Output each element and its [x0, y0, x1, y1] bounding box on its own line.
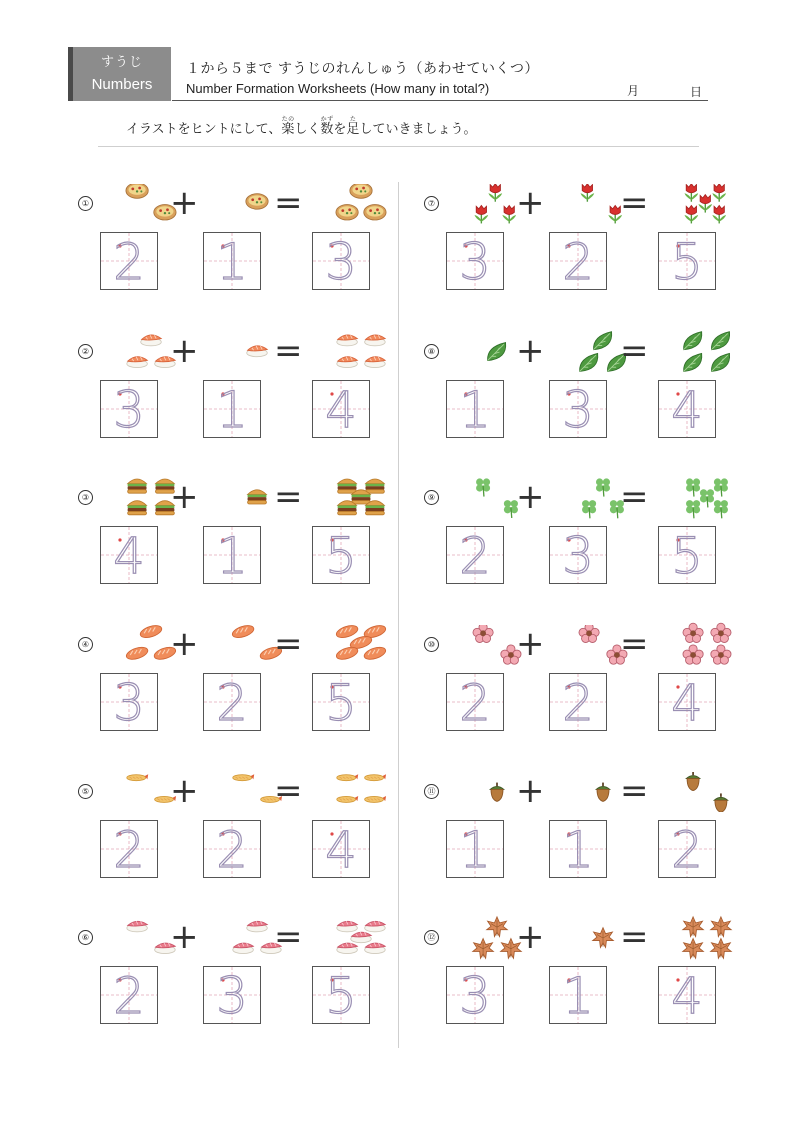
trace-digit: 2	[113, 821, 145, 879]
tulip-icon	[680, 184, 734, 224]
trace-box-sum[interactable]	[658, 380, 716, 438]
plus-sign: +	[516, 477, 545, 517]
plus-sign: +	[516, 331, 545, 371]
equals-sign: =	[620, 183, 649, 223]
salmon-sushi-icon	[334, 332, 388, 372]
trace-box-addend-2[interactable]	[549, 526, 607, 584]
equals-sign: =	[620, 771, 649, 811]
trace-digit: 2	[459, 674, 491, 732]
instruction-kanji	[281, 116, 295, 137]
equals-sign: =	[274, 771, 303, 811]
trace-digit: 1	[216, 233, 248, 291]
instruction-part: イラストをヒントにして、	[126, 122, 282, 137]
trace-digit: 5	[671, 233, 703, 291]
problem-number: ①	[78, 196, 93, 211]
equals-sign: =	[620, 477, 649, 517]
kanji-tano: 楽	[281, 122, 295, 137]
trace-box-sum[interactable]	[312, 966, 370, 1024]
kanji-ta: 足	[346, 122, 360, 137]
trace-box-sum[interactable]	[312, 380, 370, 438]
trace-digit: 5	[325, 527, 357, 585]
instruction-kanji	[320, 116, 334, 137]
trace-box-addend-2[interactable]	[203, 526, 261, 584]
trace-box-addend-1[interactable]	[446, 526, 504, 584]
trace-box-addend-2[interactable]	[203, 380, 261, 438]
equals-sign: =	[274, 477, 303, 517]
trace-digit: 5	[325, 967, 357, 1025]
trace-box-addend-2[interactable]	[549, 966, 607, 1024]
problem-number: ⑩	[424, 637, 439, 652]
trace-box-addend-1[interactable]	[100, 820, 158, 878]
trace-digit: 3	[113, 381, 145, 439]
plus-sign: +	[170, 477, 199, 517]
section-label-en: Numbers	[91, 76, 153, 93]
plus-sign: +	[170, 331, 199, 371]
trace-box-sum[interactable]	[312, 673, 370, 731]
trace-box-sum[interactable]	[312, 232, 370, 290]
trace-box-sum[interactable]	[658, 820, 716, 878]
trace-digit: 2	[216, 821, 248, 879]
trace-box-sum[interactable]	[658, 232, 716, 290]
trace-digit: 1	[562, 967, 594, 1025]
kanji-kazu: 数	[320, 122, 334, 137]
plus-sign: +	[516, 917, 545, 957]
trace-box-addend-1[interactable]	[100, 380, 158, 438]
trace-box-addend-1[interactable]	[446, 232, 504, 290]
maple-leaf-icon	[680, 910, 734, 966]
trace-box-addend-2[interactable]	[549, 820, 607, 878]
trace-digit: 2	[562, 674, 594, 732]
trace-box-addend-1[interactable]	[446, 673, 504, 731]
leaf-icon	[680, 324, 734, 380]
trace-box-addend-1[interactable]	[446, 820, 504, 878]
problem-number: ⑧	[424, 344, 439, 359]
problem-number: ⑪	[424, 784, 439, 799]
flower-icon	[680, 617, 734, 673]
problem-number: ⑨	[424, 490, 439, 505]
trace-box-addend-2[interactable]	[549, 232, 607, 290]
trace-digit: 5	[325, 674, 357, 732]
plus-sign: +	[516, 183, 545, 223]
section-label	[68, 47, 171, 101]
equals-sign: =	[620, 624, 649, 664]
column-divider	[398, 182, 399, 1048]
equals-sign: =	[274, 624, 303, 664]
problem-number: ③	[78, 490, 93, 505]
plus-sign: +	[170, 771, 199, 811]
trace-box-addend-2[interactable]	[549, 380, 607, 438]
equals-sign: =	[274, 183, 303, 223]
equals-sign: =	[620, 331, 649, 371]
trace-box-addend-2[interactable]	[203, 232, 261, 290]
trace-box-addend-1[interactable]	[446, 966, 504, 1024]
trace-digit: 3	[325, 233, 357, 291]
trace-box-addend-1[interactable]	[100, 673, 158, 731]
equals-sign: =	[274, 917, 303, 957]
problem-number: ⑥	[78, 930, 93, 945]
trace-box-addend-1[interactable]	[100, 232, 158, 290]
trace-box-addend-2[interactable]	[203, 820, 261, 878]
fried-shrimp-icon	[334, 772, 388, 812]
trace-box-addend-2[interactable]	[549, 673, 607, 731]
trace-digit: 1	[459, 381, 491, 439]
trace-digit: 3	[459, 233, 491, 291]
trace-digit: 5	[671, 527, 703, 585]
trace-digit: 2	[113, 233, 145, 291]
trace-digit: 3	[216, 967, 248, 1025]
acorn-icon	[680, 772, 734, 812]
trace-digit: 4	[113, 527, 145, 585]
trace-digit: 2	[562, 233, 594, 291]
trace-box-addend-1[interactable]	[446, 380, 504, 438]
instruction-part: しく	[294, 122, 321, 137]
trace-digit: 1	[216, 381, 248, 439]
instruction-part: を	[333, 122, 347, 137]
section-label-jp: すうじ	[100, 55, 143, 70]
trace-digit: 2	[671, 821, 703, 879]
trace-box-sum[interactable]	[312, 526, 370, 584]
ruby-tano: たの	[281, 116, 295, 123]
ruby-ta: た	[346, 116, 360, 123]
title-underline	[172, 100, 708, 101]
trace-digit: 2	[459, 527, 491, 585]
plus-sign: +	[516, 624, 545, 664]
month-field: 月	[627, 84, 640, 98]
trace-digit: 4	[671, 381, 703, 439]
trace-digit: 3	[562, 381, 594, 439]
trace-digit: 3	[562, 527, 594, 585]
problem-number: ②	[78, 344, 93, 359]
trace-digit: 4	[671, 967, 703, 1025]
ruby-kazu: かず	[320, 116, 334, 123]
equals-sign: =	[620, 917, 649, 957]
trace-digit: 4	[325, 381, 357, 439]
problem-number: ⑫	[424, 930, 439, 945]
trace-digit: 4	[671, 674, 703, 732]
plus-sign: +	[170, 624, 199, 664]
trace-digit: 2	[216, 674, 248, 732]
bread-icon	[334, 625, 388, 665]
trace-digit: 1	[216, 527, 248, 585]
trace-box-sum[interactable]	[658, 673, 716, 731]
problem-number: ④	[78, 637, 93, 652]
day-field: 日	[690, 85, 703, 99]
instruction-text	[126, 116, 476, 137]
trace-digit: 1	[459, 821, 491, 879]
trace-box-sum[interactable]	[658, 966, 716, 1024]
instruction-part: していきましょう。	[359, 122, 477, 137]
equals-sign: =	[274, 331, 303, 371]
trace-box-addend-2[interactable]	[203, 966, 261, 1024]
trace-digit: 1	[562, 821, 594, 879]
pizza-icon	[334, 184, 388, 224]
page-title-jp: １から５まで すうじのれんしゅう（あわせていくつ）	[186, 61, 539, 77]
hamburger-icon	[334, 478, 388, 518]
plus-sign: +	[170, 917, 199, 957]
instruction-divider	[98, 146, 699, 147]
plus-sign: +	[170, 183, 199, 223]
page-title-en: Number Formation Worksheets (How many in total?)	[186, 81, 490, 96]
clover-icon	[680, 470, 734, 526]
trace-box-sum[interactable]	[658, 526, 716, 584]
trace-digit: 4	[325, 821, 357, 879]
trace-box-sum[interactable]	[312, 820, 370, 878]
problem-number: ⑤	[78, 784, 93, 799]
trace-digit: 2	[113, 967, 145, 1025]
trace-digit: 3	[113, 674, 145, 732]
plus-sign: +	[516, 771, 545, 811]
trace-box-addend-1[interactable]	[100, 966, 158, 1024]
problem-number: ⑦	[424, 196, 439, 211]
instruction-kanji	[346, 116, 360, 137]
trace-digit: 3	[459, 967, 491, 1025]
tuna-sushi-icon	[334, 910, 388, 966]
trace-box-addend-2[interactable]	[203, 673, 261, 731]
trace-box-addend-1[interactable]	[100, 526, 158, 584]
